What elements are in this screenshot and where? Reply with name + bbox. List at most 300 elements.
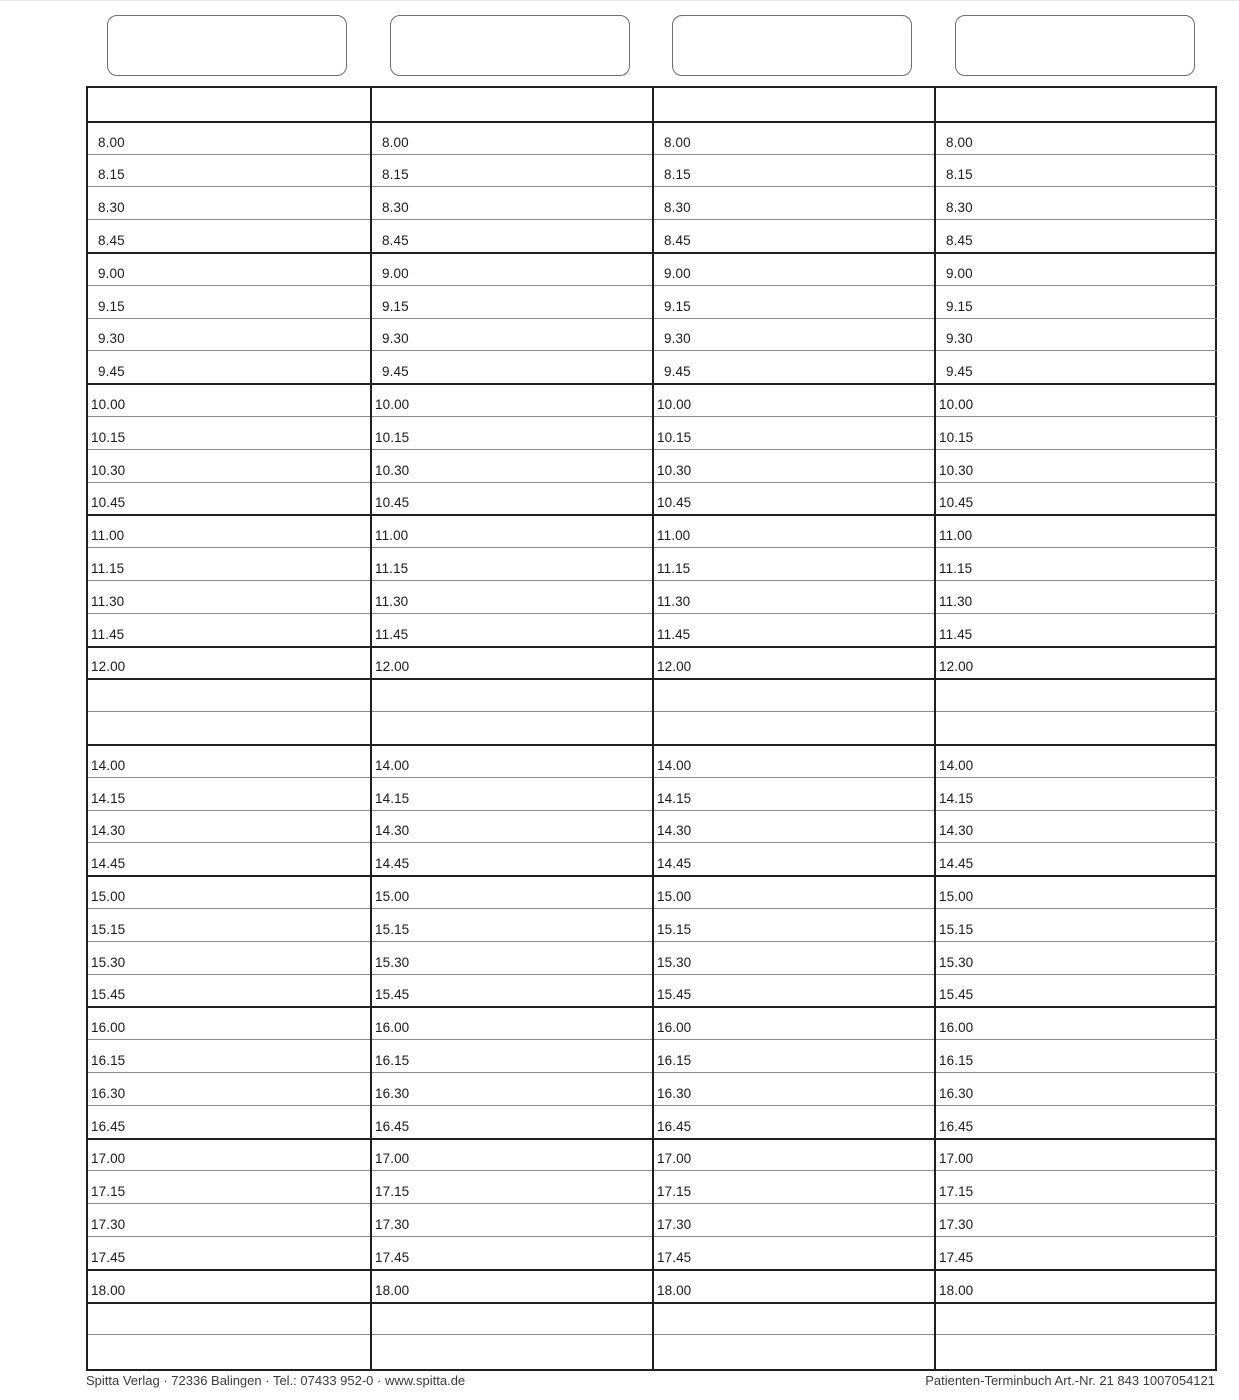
time-slot-row[interactable] <box>654 974 936 1007</box>
time-slot-row[interactable] <box>88 449 370 482</box>
time-label: 9.30 <box>664 331 691 347</box>
time-label: 10.15 <box>939 429 974 445</box>
time-label: 11.45 <box>939 626 973 642</box>
time-label: 10.45 <box>657 495 692 511</box>
time-slot-row[interactable] <box>936 449 1217 482</box>
time-label: 8.00 <box>946 134 973 150</box>
time-slot-row[interactable] <box>654 744 936 777</box>
time-slot-row[interactable] <box>654 613 936 646</box>
time-slot-row[interactable] <box>936 810 1217 843</box>
time-label: 15.00 <box>91 888 126 904</box>
time-label: 17.30 <box>375 1216 410 1232</box>
time-slot-row[interactable] <box>88 1203 370 1236</box>
time-slot-row[interactable] <box>88 842 370 875</box>
time-label: 16.30 <box>657 1085 692 1101</box>
blank-row[interactable] <box>372 711 654 744</box>
footer-publisher: Spitta Verlag · 72336 Balingen · Tel.: 07433 952-0 · www.spitta.de <box>86 1373 466 1388</box>
time-slot-row[interactable] <box>88 908 370 941</box>
time-label: 10.15 <box>657 429 692 445</box>
time-slot-row[interactable] <box>936 842 1217 875</box>
time-label: 17.00 <box>375 1151 410 1167</box>
time-label: 9.45 <box>98 364 125 380</box>
time-label: 11.45 <box>375 626 409 642</box>
time-label: 17.30 <box>91 1216 126 1232</box>
time-slot-row[interactable] <box>372 875 654 908</box>
time-slot-row[interactable] <box>936 482 1217 515</box>
time-label: 14.30 <box>91 823 126 839</box>
time-slot-row[interactable] <box>936 974 1217 1007</box>
header-box-1[interactable] <box>107 15 347 76</box>
blank-row[interactable] <box>936 678 1217 711</box>
time-label: 10.15 <box>91 429 126 445</box>
time-label: 15.30 <box>91 954 126 970</box>
time-label: 17.45 <box>939 1249 974 1265</box>
time-label: 14.15 <box>939 790 974 806</box>
time-label: 10.00 <box>375 396 410 412</box>
time-label: 14.15 <box>657 790 692 806</box>
time-label: 15.45 <box>939 987 974 1003</box>
time-slot-row[interactable] <box>88 186 370 219</box>
time-slot-row[interactable] <box>372 1138 654 1171</box>
time-slot-row[interactable] <box>936 416 1217 449</box>
time-slot-row[interactable] <box>654 449 936 482</box>
time-slot-row[interactable] <box>372 547 654 580</box>
footer-article-number: Patienten-Terminbuch Art.-Nr. 21 843 1007054121 <box>925 1373 1215 1388</box>
time-slot-row[interactable] <box>88 383 370 416</box>
time-label: 16.15 <box>657 1052 692 1068</box>
time-slot-row[interactable] <box>654 941 936 974</box>
time-label: 9.00 <box>664 265 691 281</box>
time-label: 16.00 <box>375 1020 410 1036</box>
time-slot-row[interactable] <box>654 121 936 154</box>
time-label: 12.00 <box>657 659 692 675</box>
time-slot-row[interactable] <box>654 547 936 580</box>
time-slot-row[interactable] <box>372 842 654 875</box>
time-label: 10.15 <box>375 429 410 445</box>
time-slot-row[interactable] <box>654 416 936 449</box>
time-slot-row[interactable] <box>654 777 936 810</box>
time-slot-row[interactable] <box>88 285 370 318</box>
time-slot-row[interactable] <box>936 219 1217 252</box>
time-slot-row[interactable] <box>88 121 370 154</box>
time-label: 17.30 <box>657 1216 692 1232</box>
time-slot-row[interactable] <box>372 1236 654 1269</box>
time-slot-row[interactable] <box>654 1269 936 1302</box>
time-label: 11.30 <box>939 593 973 609</box>
blank-row[interactable] <box>88 1334 370 1367</box>
time-label: 14.00 <box>939 757 974 773</box>
time-slot-row[interactable] <box>936 547 1217 580</box>
time-slot-row[interactable] <box>372 1203 654 1236</box>
time-label: 8.15 <box>98 167 125 183</box>
time-label: 16.45 <box>657 1118 692 1134</box>
time-slot-row[interactable] <box>654 1105 936 1138</box>
time-label: 9.00 <box>946 265 973 281</box>
time-slot-row[interactable] <box>88 154 370 187</box>
time-label: 9.00 <box>382 265 409 281</box>
time-slot-row[interactable] <box>654 875 936 908</box>
time-label: 15.15 <box>657 921 692 937</box>
time-label: 9.15 <box>98 298 125 314</box>
time-slot-row[interactable] <box>372 974 654 1007</box>
blank-row[interactable] <box>372 678 654 711</box>
blank-row[interactable] <box>372 1334 654 1367</box>
time-slot-row[interactable] <box>372 941 654 974</box>
time-label: 11.00 <box>375 528 409 544</box>
time-label: 15.00 <box>657 888 692 904</box>
time-slot-row[interactable] <box>372 1170 654 1203</box>
time-label: 15.30 <box>375 954 410 970</box>
header-boxes <box>0 0 1239 80</box>
time-slot-row[interactable] <box>372 580 654 613</box>
blank-row[interactable] <box>936 711 1217 744</box>
blank-row[interactable] <box>372 88 654 121</box>
time-slot-row[interactable] <box>936 1105 1217 1138</box>
time-slot-row[interactable] <box>936 1072 1217 1105</box>
time-slot-row[interactable] <box>936 252 1217 285</box>
time-slot-row[interactable] <box>654 1072 936 1105</box>
blank-row[interactable] <box>88 711 370 744</box>
time-slot-row[interactable] <box>372 416 654 449</box>
time-slot-row[interactable] <box>88 1138 370 1171</box>
time-slot-row[interactable] <box>936 613 1217 646</box>
time-slot-row[interactable] <box>936 514 1217 547</box>
header-box-4[interactable] <box>955 15 1195 76</box>
time-slot-row[interactable] <box>372 1105 654 1138</box>
time-label: 10.00 <box>657 396 692 412</box>
time-slot-row[interactable] <box>88 941 370 974</box>
time-label: 8.30 <box>98 200 125 216</box>
time-slot-row[interactable] <box>936 186 1217 219</box>
blank-row[interactable] <box>654 88 936 121</box>
time-label: 8.45 <box>98 232 125 248</box>
time-label: 17.15 <box>939 1184 974 1200</box>
time-slot-row[interactable] <box>88 482 370 515</box>
time-slot-row[interactable] <box>936 1269 1217 1302</box>
blank-row[interactable] <box>654 1302 936 1335</box>
time-slot-row[interactable] <box>88 350 370 383</box>
time-slot-row[interactable] <box>936 121 1217 154</box>
time-label: 15.45 <box>91 987 126 1003</box>
blank-row[interactable] <box>88 1302 370 1335</box>
time-slot-row[interactable] <box>372 285 654 318</box>
time-slot-row[interactable] <box>372 252 654 285</box>
time-label: 16.00 <box>657 1020 692 1036</box>
time-label: 11.30 <box>91 593 125 609</box>
time-slot-row[interactable] <box>372 121 654 154</box>
time-slot-row[interactable] <box>88 318 370 351</box>
blank-row[interactable] <box>654 1334 936 1367</box>
time-slot-row[interactable] <box>654 842 936 875</box>
day-column-1 <box>88 88 370 1369</box>
time-slot-row[interactable] <box>654 514 936 547</box>
time-label: 15.30 <box>657 954 692 970</box>
time-slot-row[interactable] <box>88 613 370 646</box>
time-label: 11.00 <box>91 528 125 544</box>
time-label: 17.15 <box>657 1184 692 1200</box>
time-label: 17.45 <box>657 1249 692 1265</box>
time-label: 17.00 <box>939 1151 974 1167</box>
time-label: 14.00 <box>657 757 692 773</box>
time-label: 16.30 <box>91 1085 126 1101</box>
header-box-2[interactable] <box>390 15 630 76</box>
time-label: 17.30 <box>939 1216 974 1232</box>
time-label: 18.00 <box>657 1282 692 1298</box>
time-slot-row[interactable] <box>654 383 936 416</box>
time-slot-row[interactable] <box>88 777 370 810</box>
time-label: 8.45 <box>664 232 691 248</box>
time-label: 11.45 <box>657 626 691 642</box>
time-slot-row[interactable] <box>88 1236 370 1269</box>
time-label: 15.15 <box>375 921 410 937</box>
time-slot-row[interactable] <box>372 810 654 843</box>
time-slot-row[interactable] <box>372 744 654 777</box>
time-label: 14.00 <box>91 757 126 773</box>
time-slot-row[interactable] <box>372 1072 654 1105</box>
time-label: 8.30 <box>946 200 973 216</box>
blank-row[interactable] <box>936 1334 1217 1367</box>
time-label: 15.30 <box>939 954 974 970</box>
time-slot-row[interactable] <box>654 810 936 843</box>
time-label: 16.45 <box>375 1118 410 1134</box>
header-box-3[interactable] <box>672 15 912 76</box>
time-slot-row[interactable] <box>654 1170 936 1203</box>
time-label: 17.15 <box>375 1184 410 1200</box>
time-label: 15.45 <box>375 987 410 1003</box>
time-slot-row[interactable] <box>936 908 1217 941</box>
time-slot-row[interactable] <box>654 1203 936 1236</box>
time-label: 11.45 <box>91 626 125 642</box>
time-label: 14.15 <box>375 790 410 806</box>
time-slot-row[interactable] <box>88 1006 370 1039</box>
time-label: 16.30 <box>939 1085 974 1101</box>
time-slot-row[interactable] <box>372 777 654 810</box>
time-label: 15.00 <box>375 888 410 904</box>
time-slot-row[interactable] <box>936 777 1217 810</box>
time-label: 10.00 <box>91 396 126 412</box>
day-column-4 <box>934 88 1217 1369</box>
time-slot-row[interactable] <box>88 974 370 1007</box>
time-slot-row[interactable] <box>654 1236 936 1269</box>
time-label: 9.30 <box>382 331 409 347</box>
time-slot-row[interactable] <box>654 318 936 351</box>
time-slot-row[interactable] <box>654 285 936 318</box>
time-label: 10.30 <box>657 462 692 478</box>
blank-row[interactable] <box>654 678 936 711</box>
time-label: 12.00 <box>375 659 410 675</box>
time-label: 8.15 <box>382 167 409 183</box>
time-label: 16.45 <box>939 1118 974 1134</box>
time-label: 9.15 <box>382 298 409 314</box>
time-slot-row[interactable] <box>654 580 936 613</box>
time-label: 15.15 <box>939 921 974 937</box>
time-slot-row[interactable] <box>936 941 1217 974</box>
time-label: 10.00 <box>939 396 974 412</box>
time-label: 9.30 <box>98 331 125 347</box>
time-label: 9.30 <box>946 331 973 347</box>
day-column-3 <box>652 88 936 1369</box>
time-slot-row[interactable] <box>372 1269 654 1302</box>
time-label: 18.00 <box>939 1282 974 1298</box>
time-label: 8.45 <box>382 232 409 248</box>
time-label: 18.00 <box>375 1282 410 1298</box>
time-label: 10.30 <box>375 462 410 478</box>
time-slot-row[interactable] <box>88 1039 370 1072</box>
time-label: 14.30 <box>657 823 692 839</box>
time-slot-row[interactable] <box>372 219 654 252</box>
blank-row[interactable] <box>88 88 370 121</box>
time-label: 11.30 <box>375 593 409 609</box>
time-slot-row[interactable] <box>936 383 1217 416</box>
time-slot-row[interactable] <box>372 186 654 219</box>
time-label: 11.15 <box>375 560 409 576</box>
blank-row[interactable] <box>88 678 370 711</box>
time-slot-row[interactable] <box>88 580 370 613</box>
time-label: 8.00 <box>382 134 409 150</box>
time-slot-row[interactable] <box>88 1072 370 1105</box>
time-label: 16.45 <box>91 1118 126 1134</box>
time-slot-row[interactable] <box>654 219 936 252</box>
time-label: 16.00 <box>939 1020 974 1036</box>
time-label: 14.30 <box>939 823 974 839</box>
time-slot-row[interactable] <box>654 186 936 219</box>
time-slot-row[interactable] <box>372 1039 654 1072</box>
time-slot-row[interactable] <box>936 318 1217 351</box>
time-slot-row[interactable] <box>936 1203 1217 1236</box>
time-label: 12.00 <box>939 659 974 675</box>
time-slot-row[interactable] <box>372 449 654 482</box>
time-slot-row[interactable] <box>372 318 654 351</box>
time-label: 14.00 <box>375 757 410 773</box>
time-label: 15.45 <box>657 987 692 1003</box>
time-label: 9.45 <box>382 364 409 380</box>
time-slot-row[interactable] <box>88 744 370 777</box>
time-label: 11.15 <box>939 560 973 576</box>
blank-row[interactable] <box>936 88 1217 121</box>
time-label: 16.15 <box>939 1052 974 1068</box>
time-slot-row[interactable] <box>88 1105 370 1138</box>
time-label: 15.15 <box>91 921 126 937</box>
time-label: 16.00 <box>91 1020 126 1036</box>
time-label: 11.30 <box>657 593 691 609</box>
time-slot-row[interactable] <box>88 875 370 908</box>
time-slot-row[interactable] <box>654 1138 936 1171</box>
time-slot-row[interactable] <box>654 252 936 285</box>
time-slot-row[interactable] <box>936 1170 1217 1203</box>
time-slot-row[interactable] <box>372 514 654 547</box>
time-label: 11.00 <box>939 528 973 544</box>
time-label: 11.00 <box>657 528 691 544</box>
time-label: 10.45 <box>939 495 974 511</box>
time-label: 18.00 <box>91 1282 126 1298</box>
time-label: 10.30 <box>91 462 126 478</box>
time-slot-row[interactable] <box>654 1006 936 1039</box>
time-slot-row[interactable] <box>88 646 370 679</box>
time-slot-row[interactable] <box>88 810 370 843</box>
time-label: 14.45 <box>375 856 410 872</box>
time-slot-row[interactable] <box>936 875 1217 908</box>
time-label: 9.45 <box>946 364 973 380</box>
time-slot-row[interactable] <box>88 1269 370 1302</box>
appointment-grid <box>86 86 1217 1371</box>
time-slot-row[interactable] <box>936 646 1217 679</box>
time-slot-row[interactable] <box>88 514 370 547</box>
time-label: 14.15 <box>91 790 126 806</box>
time-label: 17.15 <box>91 1184 126 1200</box>
time-slot-row[interactable] <box>88 219 370 252</box>
time-slot-row[interactable] <box>936 1039 1217 1072</box>
time-slot-row[interactable] <box>372 154 654 187</box>
time-slot-row[interactable] <box>654 1039 936 1072</box>
time-label: 8.00 <box>98 134 125 150</box>
time-label: 10.30 <box>939 462 974 478</box>
blank-row[interactable] <box>654 711 936 744</box>
time-label: 17.45 <box>91 1249 126 1265</box>
time-slot-row[interactable] <box>936 350 1217 383</box>
blank-row[interactable] <box>936 1302 1217 1335</box>
time-label: 17.45 <box>375 1249 410 1265</box>
time-slot-row[interactable] <box>654 908 936 941</box>
time-slot-row[interactable] <box>936 744 1217 777</box>
time-label: 14.45 <box>939 856 974 872</box>
day-column-2 <box>370 88 654 1369</box>
time-label: 9.15 <box>664 298 691 314</box>
time-slot-row[interactable] <box>654 482 936 515</box>
time-slot-row[interactable] <box>936 154 1217 187</box>
time-label: 14.45 <box>657 856 692 872</box>
time-slot-row[interactable] <box>372 613 654 646</box>
time-label: 14.45 <box>91 856 126 872</box>
time-label: 9.45 <box>664 364 691 380</box>
blank-row[interactable] <box>372 1302 654 1335</box>
time-label: 15.00 <box>939 888 974 904</box>
time-label: 14.30 <box>375 823 410 839</box>
time-label: 10.45 <box>91 495 126 511</box>
time-slot-row[interactable] <box>88 416 370 449</box>
time-slot-row[interactable] <box>88 252 370 285</box>
time-slot-row[interactable] <box>936 1236 1217 1269</box>
time-slot-row[interactable] <box>936 580 1217 613</box>
time-label: 17.00 <box>657 1151 692 1167</box>
time-label: 17.00 <box>91 1151 126 1167</box>
time-label: 8.15 <box>946 167 973 183</box>
time-label: 8.00 <box>664 134 691 150</box>
time-slot-row[interactable] <box>372 350 654 383</box>
time-slot-row[interactable] <box>372 908 654 941</box>
time-slot-row[interactable] <box>936 285 1217 318</box>
time-slot-row[interactable] <box>654 154 936 187</box>
time-label: 8.30 <box>664 200 691 216</box>
time-label: 8.15 <box>664 167 691 183</box>
time-slot-row[interactable] <box>372 1006 654 1039</box>
time-slot-row[interactable] <box>654 350 936 383</box>
time-label: 11.15 <box>91 560 125 576</box>
time-label: 16.15 <box>91 1052 126 1068</box>
time-label: 11.15 <box>657 560 691 576</box>
time-slot-row[interactable] <box>372 646 654 679</box>
time-label: 16.30 <box>375 1085 410 1101</box>
time-slot-row[interactable] <box>372 482 654 515</box>
time-slot-row[interactable] <box>372 383 654 416</box>
time-label: 9.00 <box>98 265 125 281</box>
time-label: 16.15 <box>375 1052 410 1068</box>
time-slot-row[interactable] <box>88 547 370 580</box>
time-label: 8.45 <box>946 232 973 248</box>
time-slot-row[interactable] <box>936 1006 1217 1039</box>
time-slot-row[interactable] <box>88 1170 370 1203</box>
time-slot-row[interactable] <box>654 646 936 679</box>
time-slot-row[interactable] <box>936 1138 1217 1171</box>
